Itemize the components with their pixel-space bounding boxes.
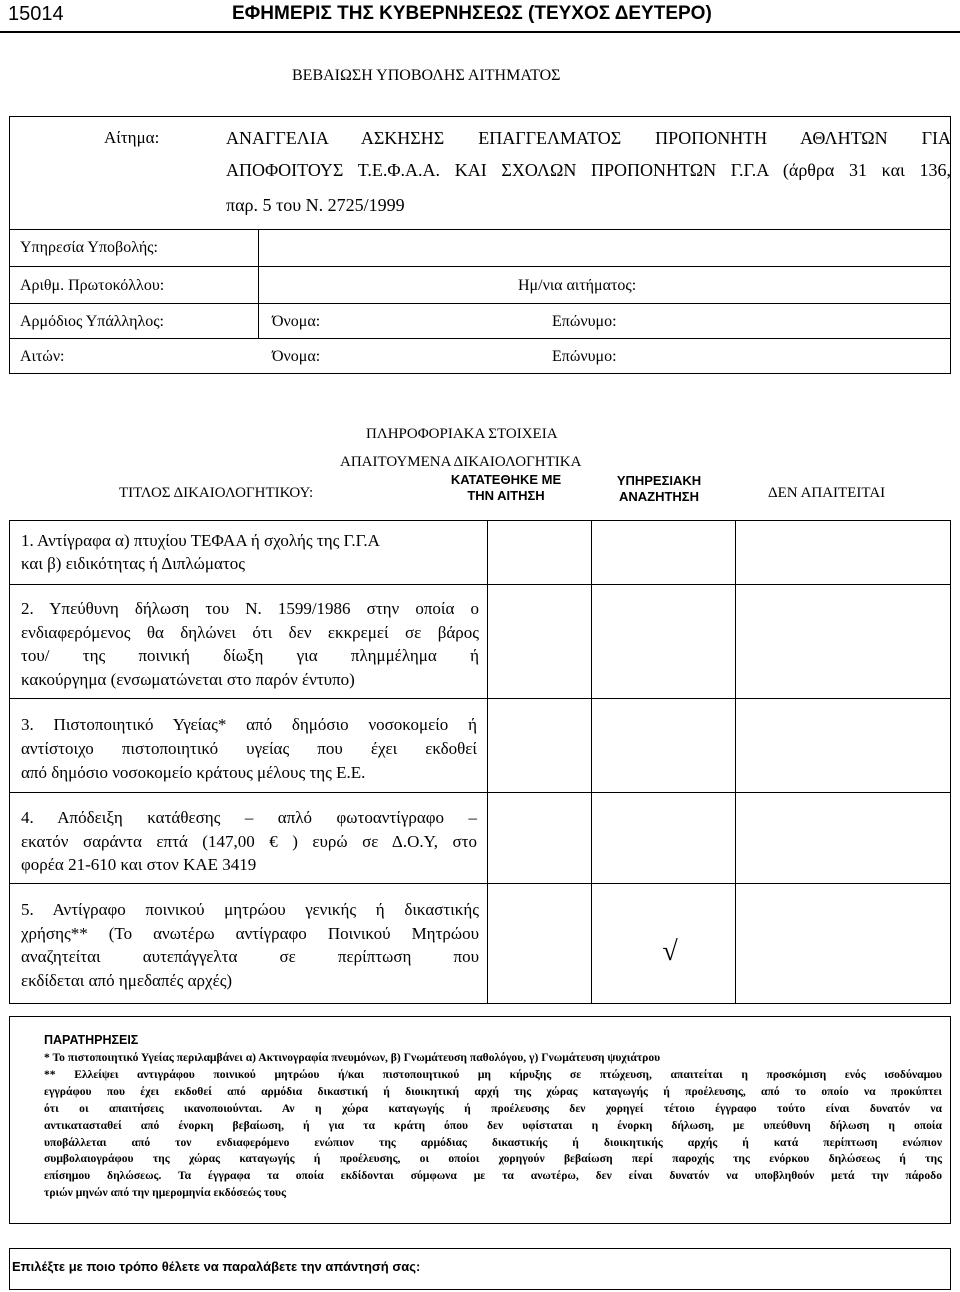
column-title-header: ΤΙΤΛΟΣ ΔΙΚΑΙΟΛΟΓΗΤΙΚΟΥ: (119, 485, 314, 501)
column-not-required-header: ΔΕΝ ΑΠΑΙΤΕΙΤΑΙ (768, 485, 886, 501)
document-row-line: αναζητείται αυτεπάγγελτα σε περίπτωση που (21, 947, 479, 966)
request-text-line-3: παρ. 5 του Ν. 2725/1999 (226, 195, 405, 215)
document-row-line: 2. Υπεύθυνη δήλωση του Ν. 1599/1986 στην οποία ο (21, 599, 479, 618)
notes-line: * Το πιστοποιητικό Υγείας περιλαμβάνει α) Ακτινογραφία πνευμόνων, β) Γνωμάτευση παθολόγου, γ) Γνωμάτευση ψυχιάτρου (44, 1051, 661, 1064)
notes-line: τριών μηνών από την ημερομηνία εκδόσεώς τους (44, 1186, 286, 1200)
column-service-header: ΥΠΗΡΕΣΙΑΚΗ ΑΝΑΖΗΤΗΣΗ (616, 473, 702, 504)
protocol-label: Αριθμ. Πρωτοκόλλου: (20, 277, 165, 294)
request-text-line-1: ΑΝΑΓΓΕΛΙΑ ΑΣΚΗΣΗΣ ΕΠΑΓΓΕΛΜΑΤΟΣ ΠΡΟΠΟΝΗΤΗ ΑΘΛΗΤΩΝ ΓΙΑ (226, 128, 951, 148)
applicant-last-name-label: Επώνυμο: (552, 348, 617, 365)
notes-line: ότι οι απαιτήσεις ικανοποιούνται. Αν η χώρα καταγωγής ή προέλευσης δεν χορηγεί τέτοιο έγγραφο τούτο είναι δυνατόν να (44, 1101, 942, 1115)
document-row-line: εκατόν σαράντα επτά (147,00 € ) ευρώ σε Δ.Ο.Υ, στο (21, 831, 477, 851)
notes-title: ΠΑΡΑΤΗΡΗΣΕΙΣ (44, 1033, 139, 1047)
journal-title: ΕΦΗΜΕΡΙΣ ΤΗΣ ΚΥΒΕΡΝΗΣΕΩΣ (ΤΕΥΧΟΣ ΔΕΥΤΕΡΟ) (232, 3, 712, 24)
request-date-label: Ημ/νια αιτήματος: (518, 277, 637, 294)
notes-line: επίσημου δηλώσεως. Τα έγγραφα τα οποία εκδίδονται σύμφωνα με τα ανωτέρω, δεν είναι δυνατόν να υποβληθούν μετά την πάροδο (44, 1169, 942, 1183)
service-search-checkmark: √ (662, 936, 678, 967)
document-row (21, 529, 477, 575)
notes-line: αντικατασταθεί από ένορκη βεβαίωση, ή για τα κράτη όπου δεν υφίσταται η ένορκη δήλωση, με υπεύθυνη δήλωση η οποία (44, 1118, 942, 1132)
column-submitted-header: ΚΑΤΑΤΕΘΗΚΕ ΜΕ ΤΗΝ ΑΙΤΗΣΗ (450, 472, 562, 503)
page-number: 15014 (8, 3, 64, 25)
document-row-line: κακούργημα (ενσωματώνεται στο παρόν έντυπο) (21, 669, 355, 689)
document-row-line: εκδίδεται από ημεδαπές αρχές) (21, 970, 233, 990)
officer-last-name-label: Επώνυμο: (552, 313, 617, 330)
notes-text (44, 1050, 942, 1202)
document-row-line: φορέα 21-610 και στον ΚΑΕ 3419 (21, 855, 257, 874)
document-row-line: χρήσης** (Το ανωτέρω αντίγραφο Ποινικού Μητρώου (21, 923, 479, 943)
form-title: ΒΕΒΑΙΩΣΗ ΥΠΟΒΟΛΗΣ ΑΙΤΗΜΑΤΟΣ (292, 67, 561, 84)
officer-label: Αρμόδιος Υπάλληλος: (20, 313, 164, 330)
service-label: Υπηρεσία Υποβολής: (20, 239, 158, 256)
document-row (21, 898, 479, 992)
header-rule (0, 31, 960, 33)
applicant-label: Αιτών: (20, 348, 65, 365)
document-row-line: αντίστοιχο πιστοποιητικό υγείας που έχει εκδοθεί (21, 739, 477, 758)
request-label: Αίτημα: (104, 128, 160, 147)
document-row-line: από δημόσιο νοσοκομείο κράτους μέλους της Ε.Ε. (21, 763, 366, 782)
document-row-line: ενδιαφερόμενος θα δηλώνει ότι δεν εκκρεμεί σε βάρος (21, 622, 479, 642)
request-text-line-2: ΑΠΟΦΟΙΤΟΥΣ Τ.Ε.Φ.Α.Α. ΚΑΙ ΣΧΟΛΩΝ ΠΡΟΠΟΝΗΤΩΝ Γ.Γ.Α (άρθρα 31 και 136, (226, 160, 951, 180)
document-row-line: 3. Πιστοποιητικό Υγείας* από δημόσιο νοσοκομείο ή (21, 715, 477, 734)
notes-line: συμβολαιογράφου της χώρας καταγωγής ή προέλευσης, οι οποίοι χορηγούν βεβαίωση περί παροχής της ενόρκου δηλώσεως ή της (44, 1152, 942, 1166)
applicant-first-name-label: Όνομα: (272, 348, 321, 365)
document-row-line: 4. Απόδειξη κατάθεσης – απλό φωτοαντίγραφο – (21, 808, 477, 827)
officer-first-name-label: Όνομα: (272, 313, 321, 330)
document-row-line: και β) ειδικότητας ή Διπλώματος (21, 554, 245, 573)
notes-line: ** Ελλείψει αντιγράφου ποινικού μητρώου ή/και πιστοποιητικού μη κήρυξης σε πτώχευση, απαιτείται η προσκόμιση ενός ισοδύναμου (44, 1067, 942, 1081)
document-row-line: 5. Αντίγραφο ποινικού μητρώου γενικής ή δικαστικής (21, 900, 479, 919)
notes-line: εγγράφου που έχει εκδοθεί από αρμόδια δικαστική ή διοικητική αρχή της χώρας καταγωγής ή προέλευσης, από το οποίο να προκύπτει (44, 1084, 942, 1098)
document-row (21, 806, 477, 877)
document-row (21, 713, 477, 785)
notes-line: υποβάλλεται από τον ενδιαφερόμενο ενώπιον της αρμόδιας δικαστικής ή διοικητικής αρχής ή κατά περίπτωση ενώπιον (44, 1135, 942, 1149)
document-row-line: 1. Αντίγραφα α) πτυχίου ΤΕΦΑΑ ή σχολής της Γ.Γ.Α (21, 531, 380, 550)
document-row-line: του/ της ποινική δίωξη για πλημμέλημα ή (21, 646, 479, 665)
info-header: ΠΛΗΡΟΦΟΡΙΑΚΑ ΣΤΟΙΧΕΙΑ (366, 426, 558, 442)
reply-method-label: Επιλέξτε με ποιο τρόπο θέλετε να παραλάβετε την απάντησή σας: (12, 1259, 421, 1274)
document-row (21, 597, 479, 691)
required-header: ΑΠΑΙΤΟΥΜΕΝΑ ΔΙΚΑΙΟΛΟΓΗΤΙΚΑ (340, 454, 582, 470)
